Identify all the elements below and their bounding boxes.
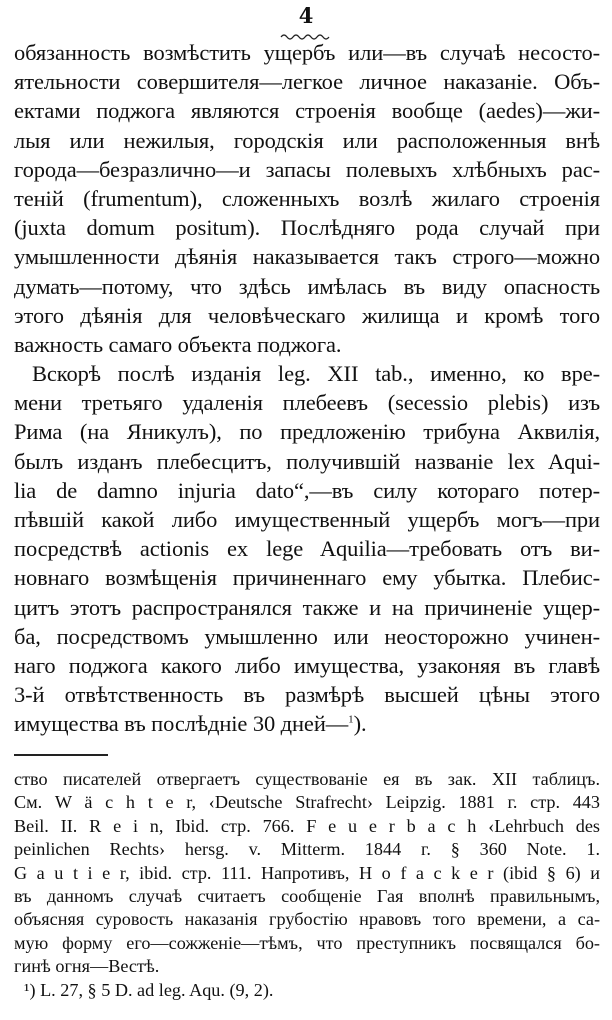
text-line: умышленности дѣянія наказывается такъ строго—можно <box>14 244 600 270</box>
text-line: мени третьяго удаленія плебеевъ (secessio plebis) изъ <box>14 390 600 416</box>
footnote-divider <box>14 754 108 756</box>
text-line: ектами поджога являются строенія вообще (aedes)—жи- <box>14 98 600 124</box>
text-line: теній (frumentum), сложенныхъ возлѣ жилаго строенія <box>14 185 600 211</box>
page-number: 4 <box>298 3 314 28</box>
text-line: наго поджога какого либо имущества, узаконяя въ главѣ <box>14 652 600 678</box>
footnote-line: ство писателей отвергаетъ существованіе ея въ зак. XII таблицъ. <box>14 769 600 789</box>
text-line: этого дѣянія для человѣческаго жилища и кромѣ того <box>14 302 600 328</box>
main-text <box>14 38 600 739</box>
text-line: города—безразлично—и запасы полевыхъ хлѣбныхъ рас- <box>14 156 600 182</box>
footnote-line: объясняя суровость наказанія грубостію нравовъ того времени, а са- <box>14 909 600 930</box>
text-line: думать—потому, что здѣсь имѣлась въ виду опасность <box>14 273 600 299</box>
text-fragment: имущества въ послѣдніе 30 дней— <box>14 711 349 737</box>
text-line: Рима (на Яникулъ), по предложенію трибуна Аквилія, <box>14 419 600 445</box>
text-line: обязанность возмѣстить ущербъ или—въ случаѣ несосто- <box>14 40 600 65</box>
text-line: ятельности совершителя—легкое личное наказаніе. Объ- <box>14 69 600 95</box>
text-line: 3-й отвѣтственность въ размѣрѣ высшей цѣны этого <box>14 682 600 708</box>
text-line: важность самаго объекта поджога. <box>14 331 342 357</box>
footnote-marker: ¹) <box>24 979 36 1000</box>
footnote-line: peinlichen Rechts› hersg. v. Mitterm. 1844 г. § 360 Note. 1. <box>14 839 600 860</box>
footnote-line: въ данномъ случаѣ считаетъ сообщеніе Гая вполнѣ правильнымъ, <box>14 885 600 906</box>
footnote-line: G a u t i e r, ibid. стр. 111. Напротивъ, H o f a c k e r (ibid § 6) и <box>14 862 600 883</box>
footnote-ref[interactable]: 1 <box>348 713 354 726</box>
text-line: ба, посредствомъ умышленно или неосторожно учинен- <box>14 623 600 649</box>
footnote-line: См. W ä c h t e r, ‹Deutsche Strafrecht› Leipzig. 1881 г. стр. 443 <box>14 792 600 813</box>
footnote-1 <box>14 979 600 1002</box>
text-line: посредствѣ actionis ex lege Aquilia—требовать отъ ви- <box>14 536 600 562</box>
text-line: лыя или нежилыя, городскія или расположенныя внѣ <box>14 127 600 153</box>
text-line: былъ изданъ плебесцитъ, получившій названіе lex Aqui- <box>14 448 600 474</box>
text-line: Вскорѣ послѣ изданія leg. XII tab., именно, ко вре- <box>32 361 600 387</box>
text-line: цитъ этотъ распространялся также и на причиненіе ущер- <box>14 594 600 620</box>
text-line: новнаго возмѣщенія причиненнаго ему убытка. Плебис- <box>14 565 600 591</box>
text-line: (juxta domum positum). Послѣдняго рода случай при <box>14 215 600 241</box>
text-line: пѣвшій какой либо имущественный ущербъ могъ—при <box>14 507 600 532</box>
text-fragment: ). <box>353 711 367 737</box>
footnote-text: L. 27, § 5 D. ad leg. Aqu. (9, 2). <box>35 979 274 1000</box>
footnote-line: Beil. II. R e i n, Ibid. стр. 766. F e u e r b a c h ‹Lehrbuch des <box>14 815 600 836</box>
text-line: lia de damno injuria dato“,—въ силу котораго потер- <box>14 477 600 503</box>
text-line-last <box>14 709 600 738</box>
footnote-line: мую форму его—сожженіе—тѣмъ, что преступникъ посвящался бо- <box>14 932 600 953</box>
footnotes <box>14 768 600 1002</box>
footnote-line: гинѣ огня—Вестѣ. <box>14 956 160 977</box>
